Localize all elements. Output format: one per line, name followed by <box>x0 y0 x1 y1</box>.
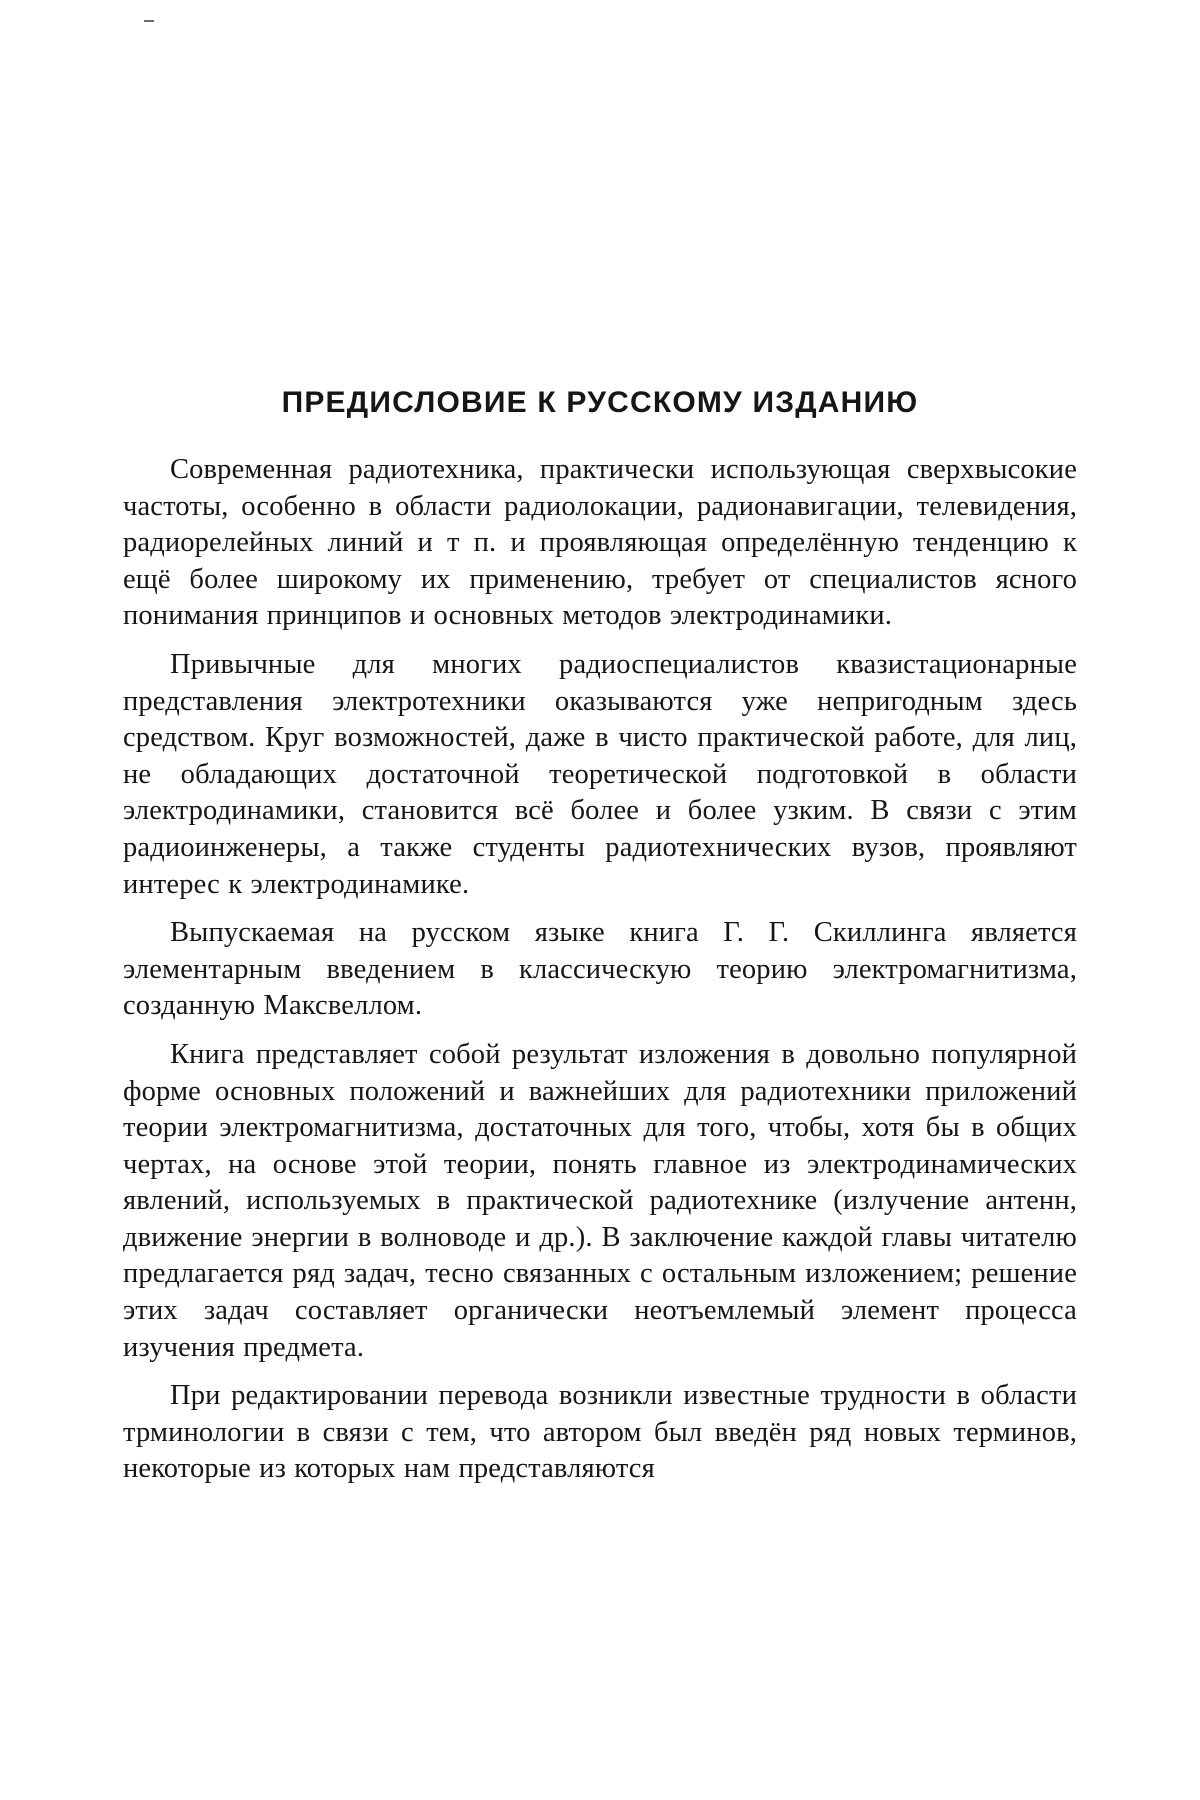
paragraph-3: Выпускаемая на русском языке книга Г. Г. Скиллинга является элементарным введением в классическую теорию электромагнитизма, созданную Максвеллом. <box>123 915 1077 1025</box>
body-text <box>123 452 1077 1500</box>
paragraph-2: Привычные для многих радиоспециалистов квазистационарные представления электротехники оказываются уже непригодным здесь средством. Круг возможностей, даже в чисто практической работе, для лиц, не обладающих достаточной теоретической подготовкой в области электродинамики, становится всё более и более узким. В связи с этим радиоинженеры, а также студенты радиотехнических вузов, проявляют интерес к электродинамике. <box>123 647 1077 903</box>
paragraph-4: Книга представляет собой результат изложения в довольно популярной форме основных положений и важнейших для радиотехники приложений теории электромагнитизма, достаточных для того, чтобы, хотя бы в общих чертах, на основе этой теории, понять главное из электродинамических явлений, используемых в практической радиотехнике (излучение антенн, движение энергии в волноводе и др.). В заключение каждой главы читателю предлагается ряд задач, тесно связанных с остальным изложением; решение этих задач составляет органически неотъемлемый элемент процесса изучения предмета. <box>123 1037 1077 1366</box>
page-title: ПРЕДИСЛОВИЕ К РУССКОМУ ИЗДАНИЮ <box>120 383 1080 423</box>
book-page <box>0 0 1200 1800</box>
paragraph-1: Современная радиотехника, практически использующая сверхвысокие частоты, особенно в области радиолокации, радионавигации, телевидения, радиорелейных линий и т п. и проявляющая определённую тенденцию к ещё более широкому их применению, требует от специалистов ясного понимания принципов и основных методов электродинамики. <box>123 452 1077 635</box>
scan-mark <box>144 20 154 22</box>
paragraph-5: При редактировании перевода возникли известные трудности в области трминологии в связи с тем, что автором был введён ряд новых терминов, некоторые из которых нам представляются <box>123 1378 1077 1488</box>
